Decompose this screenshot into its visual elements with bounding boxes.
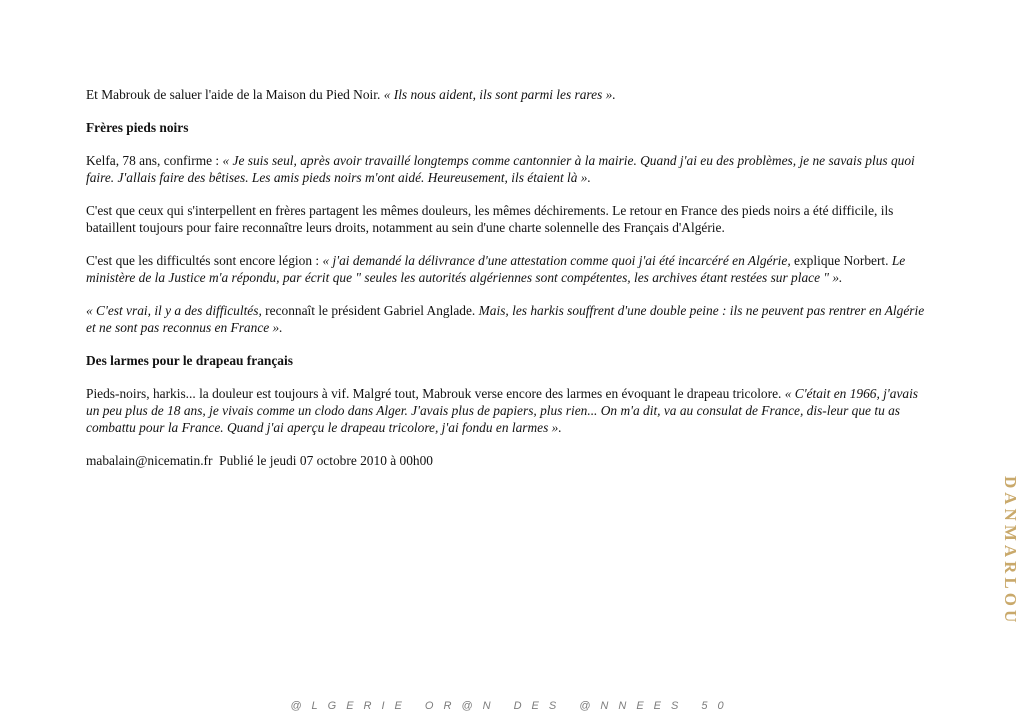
section-heading-freres: Frères pieds noirs [86, 120, 189, 135]
paragraph-difficultes [86, 252, 926, 286]
quote-text: « C'est vrai, il y a des difficultés, [86, 303, 262, 318]
byline: mabalain@nicematin.fr Publié le jeudi 07 octobre 2010 à 00h00 [86, 453, 434, 468]
vertical-watermark-mark: DANMARLOU [1001, 476, 1020, 627]
footer-band-text: @LGERIE OR@N DES @NNEES 50 [290, 700, 734, 712]
quote-text: Le ministère de la Justice m'a répondu, par écrit que " seules les autorités algériennes sont compétentes, les archives étant restées sur place " ». [86, 253, 906, 285]
quote-text: « Ils nous aident, ils sont parmi les rares ». [383, 87, 616, 102]
paragraph-text: Et Mabrouk de saluer l'aide de la Maison du Pied Noir. [86, 87, 381, 102]
paragraph-freres-douleurs: C'est que ceux qui s'interpellent en frères partagent les mêmes douleurs, les mêmes déchirements. Le retour en France des pieds noirs a été difficile, ils bataillent toujours pour faire reconnaître leurs droits, notamment au sein d'une charte solennelle des Français d'Algérie. [86, 203, 894, 235]
paragraph-text: explique Norbert. [794, 253, 889, 268]
paragraph-president [86, 302, 926, 336]
paragraph-maison-pied-noir [86, 86, 926, 103]
article-body [86, 86, 926, 485]
paragraph-text: Kelfa, 78 ans, confirme : [86, 153, 220, 168]
section-heading-larmes: Des larmes pour le drapeau français [86, 353, 293, 368]
quote-text: « Je suis seul, après avoir travaillé longtemps comme cantonnier à la mairie. Quand j'ai eu des problèmes, je ne savais plus quoi faire. J'allais faire des bêtises. Les amis pieds noirs m'ont aidé. Heureusement, ils étaient là ». [86, 153, 915, 185]
paragraph-kelfa [86, 152, 926, 186]
quote-text: Mais, les harkis souffrent d'une double peine : ils ne peuvent pas rentrer en Algérie et ne sont pas reconnus en France ». [86, 303, 925, 335]
paragraph-text: C'est que les difficultés sont encore légion : [86, 253, 320, 268]
quote-text: « j'ai demandé la délivrance d'une attestation comme quoi j'ai été incarcéré en Algérie, [322, 253, 791, 268]
quote-text: « C'était en 1966, j'avais un peu plus de 18 ans, je vivais comme un clodo dans Alger. J'avais plus de papiers, plus rien... On m'a dit, va au consulat de France, dis-leur que tu as combattu pour la France. Quand j'ai aperçu le drapeau tricolore, j'ai fondu en larmes ». [86, 386, 919, 435]
paragraph-drapeau [86, 385, 926, 436]
paragraph-text: Pieds-noirs, harkis... la douleur est toujours à vif. Malgré tout, Mabrouk verse encore des larmes en évoquant le drapeau tricolore. [86, 386, 782, 401]
paragraph-text: reconnaît le président Gabriel Anglade. [265, 303, 476, 318]
